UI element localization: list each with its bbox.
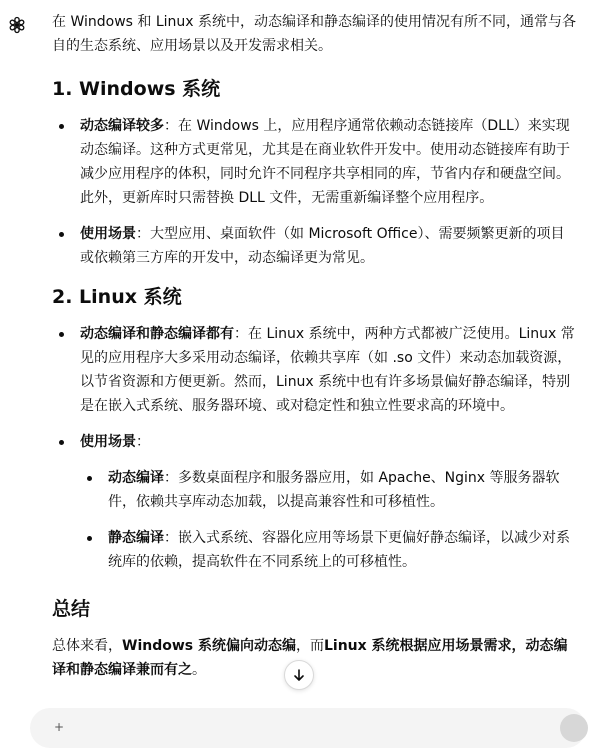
- scroll-to-bottom-button[interactable]: [284, 660, 314, 690]
- summary-bold-windows: Windows 系统偏向动态编: [122, 638, 296, 654]
- windows-list: [52, 114, 578, 270]
- summary-paragraph: [52, 634, 578, 682]
- item-label: 动态编译和静态编译都有: [80, 326, 234, 342]
- summary-bold-linux: Linux 系统根据应用场景需求，动态编译和静态编译兼而有之: [52, 638, 568, 678]
- item-label: 使用场景: [80, 226, 136, 242]
- item-text: ：大型应用、桌面软件（如 Microsoft Office）、需要频繁更新的项目或依赖第三方库的开发中，动态编译更为常见。: [80, 226, 565, 266]
- summary-prefix: 总体来看，: [52, 638, 122, 654]
- list-item: [52, 430, 578, 574]
- list-item: [52, 322, 578, 418]
- attach-icon[interactable]: +: [54, 720, 65, 734]
- section-heading-linux: 2. Linux 系统: [52, 286, 182, 308]
- item-text: ：嵌入式系统、容器化应用等场景下更偏好静态编译，以减少对系统库的依赖，提高软件在不同系统上的可移植性。: [108, 530, 570, 570]
- linux-list: [52, 322, 578, 574]
- summary-heading: 总结: [52, 598, 91, 620]
- assistant-message: [52, 10, 578, 682]
- list-item: [80, 526, 578, 574]
- summary-middle: ，而: [296, 638, 324, 654]
- item-text: ：多数桌面程序和服务器应用，如 Apache、Nginx 等服务器软件，依赖共享库动态加载，以提高兼容性和可移植性。: [108, 470, 560, 510]
- arrow-down-icon: [292, 668, 306, 682]
- item-text: ：在 Windows 上，应用程序通常依赖动态链接库（DLL）来实现动态编译。这种方式更常见，尤其是在商业软件开发中。使用动态链接库有助于减少应用程序的体积，同时允许不同程序共享相同的库，节省内存和硬盘空间。此外，更新库时只需替换 DLL 文件，无需重新编译整个应用程序。: [80, 118, 570, 206]
- item-text: ：: [136, 434, 150, 450]
- section-heading-windows: 1. Windows 系统: [52, 78, 221, 100]
- item-label: 动态编译: [108, 470, 164, 486]
- send-button[interactable]: [560, 714, 588, 742]
- openai-logo-icon: [7, 15, 27, 35]
- list-item: [80, 466, 578, 514]
- list-item: [52, 222, 578, 270]
- item-label: 动态编译较多: [80, 118, 164, 134]
- summary-suffix: 。: [192, 662, 206, 678]
- usage-sublist: [80, 466, 578, 574]
- assistant-avatar: [6, 14, 28, 36]
- intro-paragraph: 在 Windows 和 Linux 系统中，动态编译和静态编译的使用情况有所不同，通常与各自的生态系统、应用场景以及开发需求相关。: [52, 14, 577, 54]
- item-label: 使用场景: [80, 434, 136, 450]
- item-label: 静态编译: [108, 530, 164, 546]
- message-composer[interactable]: [30, 708, 586, 748]
- list-item: [52, 114, 578, 210]
- item-text: ：在 Linux 系统中，两种方式都被广泛使用。Linux 常见的应用程序大多采用动态编译，依赖共享库（如 .so 文件）来动态加载资源，以节省资源和方便更新。然而，Linux 系统中也有许多场景偏好静态编译，特别是在嵌入式系统、服务器环境、或对稳定性和独立性要求高的环境中。: [80, 326, 575, 414]
